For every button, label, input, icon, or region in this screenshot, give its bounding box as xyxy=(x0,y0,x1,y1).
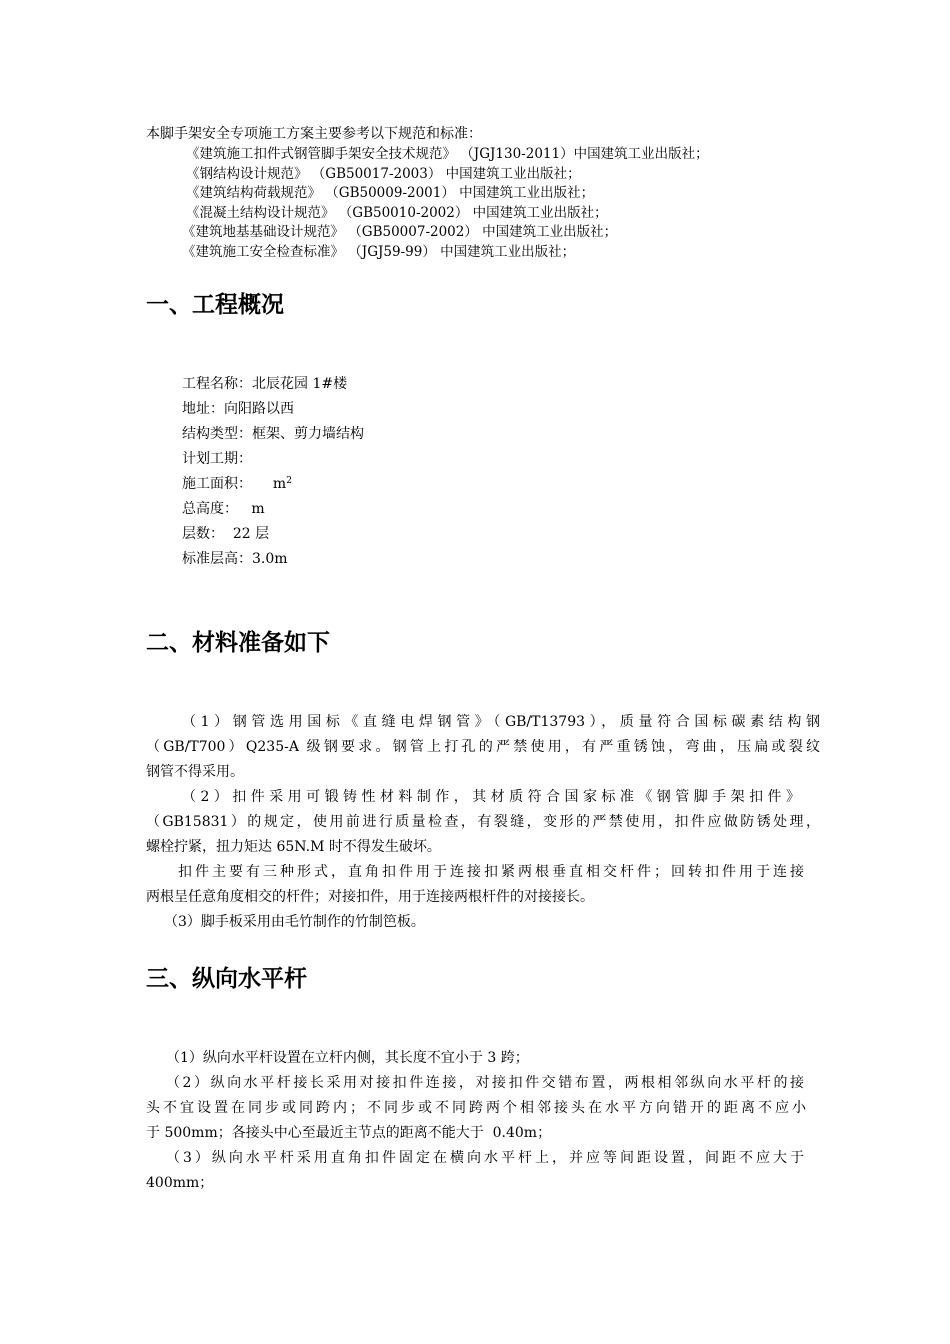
paragraph-line: （3）脚手板采用由毛竹制作的竹制笆板。 xyxy=(164,914,425,930)
paragraph-line: （2）扣件采用可锻铸性材料制作，其材质符合国家标准《钢管脚手架扣件》 xyxy=(182,789,800,805)
section-heading: 二、材料准备如下 xyxy=(146,630,330,656)
project-address: 地址：向阳路以西 xyxy=(182,401,294,417)
total-height: 总高度： m xyxy=(182,501,265,517)
area-unit: m xyxy=(272,476,287,492)
section-heading: 一、工程概况 xyxy=(146,292,284,318)
paragraph-line: 螺栓拧紧，扭力矩达 65N.M 时不得发生破坏。 xyxy=(146,839,441,855)
intro-lead: 本脚手架安全专项施工方案主要参考以下规范和标准： xyxy=(146,126,482,142)
paragraph-line: 头不宜设置在同步或同跨内；不同步或不同跨两个相邻接头在水平方向错开的距离不应小 xyxy=(146,1100,806,1116)
paragraph-line: 两根呈任意角度相交的杆件；对接扣件，用于连接两根杆件的对接接长。 xyxy=(146,889,594,905)
reference-item: 《建筑施工安全检查标准》 （JGJ59-99） 中国建筑工业出版社； xyxy=(182,244,576,260)
structure-type: 结构类型：框架、剪力墙结构 xyxy=(182,426,364,442)
floor-count: 层数： 22 层 xyxy=(182,526,270,542)
paragraph-line: （GB15831）的规定，使用前进行质量检查，有裂缝，变形的严禁使用，扣件应做防锈处理， xyxy=(146,814,820,830)
paragraph-line: （GB/T700）Q235-A 级钢要求。钢管上打孔的严禁使用，有严重锈蚀，弯曲，压扁或裂纹 xyxy=(146,739,820,755)
paragraph-line: （2）纵向水平杆接长采用对接扣件连接，对接扣件交错布置，两根相邻纵向水平杆的接 xyxy=(166,1075,804,1091)
paragraph-line: （1）钢管选用国标《直缝电焊钢管》（GB/T13793），质量符合国标碳素结构钢 xyxy=(182,714,820,730)
reference-item: 《混凝土结构设计规范》 （GB50010-2002） 中国建筑工业出版社； xyxy=(186,205,608,221)
reference-item: 《建筑施工扣件式钢管脚手架安全技术规范》 （JGJ130-2011）中国建筑工业出版社； xyxy=(186,146,709,162)
paragraph-line: （3）纵向水平杆采用直角扣件固定在横向水平杆上，并应等间距设置，间距不应大于 xyxy=(166,1150,804,1166)
paragraph-line: 钢管不得采用。 xyxy=(146,764,244,780)
paragraph-line: 400mm； xyxy=(146,1175,214,1191)
paragraph-line: （1）纵向水平杆设置在立杆内侧，其长度不宜小于 3 跨； xyxy=(166,1050,529,1066)
paragraph-line: 于 500mm；各接头中心至最近主节点的距离不能大于 0.40m； xyxy=(146,1125,552,1141)
reference-item: 《建筑结构荷载规范》 （GB50009-2001） 中国建筑工业出版社； xyxy=(186,185,595,201)
project-name: 工程名称：北辰花园 1#楼 xyxy=(182,376,348,392)
area-unit-sup: 2 xyxy=(286,476,292,486)
planned-period: 计划工期： xyxy=(182,451,252,467)
standard-floor-height: 标准层高：3.0m xyxy=(182,551,288,567)
construction-area xyxy=(182,474,292,494)
area-label: 施工面积： xyxy=(182,476,252,492)
reference-item: 《建筑地基基础设计规范》 （GB50007-2002） 中国建筑工业出版社； xyxy=(182,224,618,240)
reference-item: 《钢结构设计规范》 （GB50017-2003） 中国建筑工业出版社； xyxy=(186,166,581,182)
paragraph-line: 扣件主要有三种形式，直角扣件用于连接扣紧两根垂直相交杆件；回转扣件用于连接 xyxy=(178,864,804,880)
section-heading: 三、纵向水平杆 xyxy=(146,966,307,992)
